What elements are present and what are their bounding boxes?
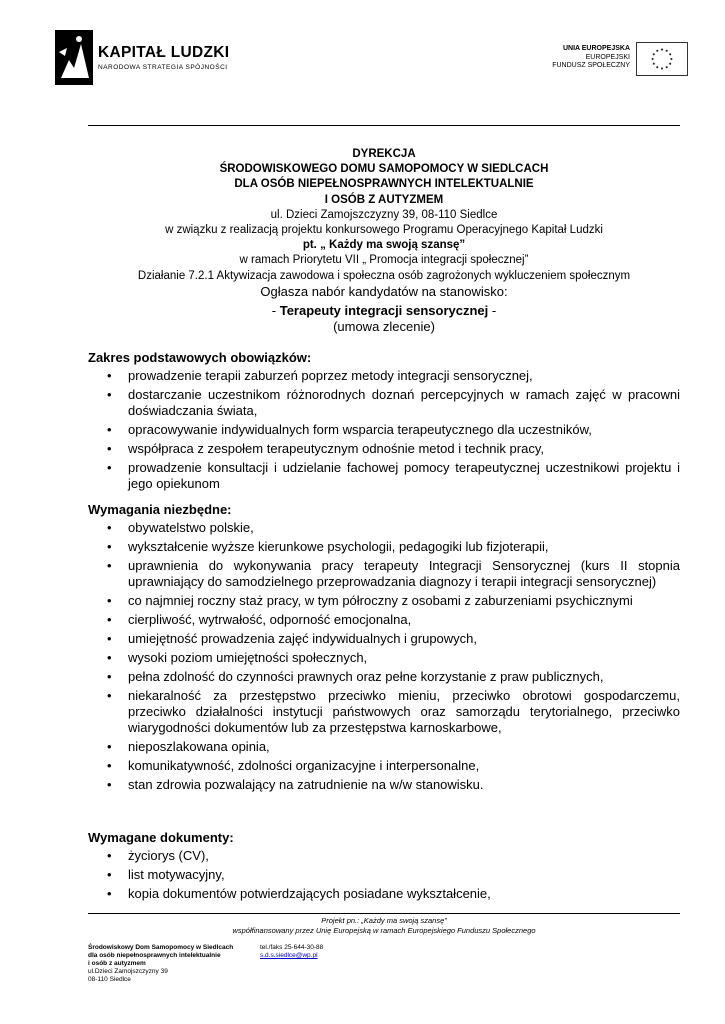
list-item-text: wysoki poziom umiejętności społecznych, xyxy=(128,650,368,665)
footer-org-line: i osób z autyzmem xyxy=(88,960,146,967)
duties-section xyxy=(88,350,680,495)
footer-phone: tel./faks 25-644-30-88 xyxy=(260,944,324,951)
list-item xyxy=(88,758,680,774)
footer-divider xyxy=(88,913,680,914)
duties-list xyxy=(88,368,680,492)
list-item-text: prowadzenie konsultacji i udzielanie fachowej pomocy terapeutycznej uczestnikowi projektu i jego opiekunom xyxy=(128,460,680,491)
list-item xyxy=(88,848,680,864)
list-item xyxy=(88,593,680,609)
list-item-text: pełna zdolność do czynności prawnych oraz pełne korzystanie z praw publicznych, xyxy=(128,669,604,684)
requirements-list xyxy=(88,520,680,793)
kapital-ludzki-emblem-icon xyxy=(55,30,93,85)
list-item xyxy=(88,867,680,883)
bullet-icon: • xyxy=(107,886,112,901)
list-item-text: umiejętność prowadzenia zajęć indywidualnych i grupowych, xyxy=(128,631,478,646)
eu-line-1: UNIA EUROPEJSKA xyxy=(562,45,630,52)
heading-line: I OSÓB Z AUTYZMEM xyxy=(324,193,444,206)
bullet-icon: • xyxy=(107,558,112,573)
footer-contact xyxy=(260,944,323,960)
list-item xyxy=(88,739,680,755)
bullet-icon: • xyxy=(107,669,112,684)
heading-action: Działanie 7.2.1 Aktywizacja zawodowa i społeczna osób zagrożonych wykluczeniem społecznym xyxy=(137,269,631,282)
heading-priority: w ramach Priorytetu VII „ Promocja integracji społecznej” xyxy=(239,254,529,267)
list-item-text: wykształcenie wyższe kierunkowe psychologii, pedagogiki lub fizjoterapii, xyxy=(128,539,549,554)
position-block xyxy=(88,303,680,335)
bullet-icon: • xyxy=(107,460,112,475)
bullet-icon: • xyxy=(107,539,112,554)
list-item xyxy=(88,558,680,590)
bullet-icon: • xyxy=(107,387,112,402)
footer-project xyxy=(88,916,680,936)
kapital-ludzki-subtitle: NARODOWA STRATEGIA SPÓJNOŚCI xyxy=(98,64,228,71)
list-item xyxy=(88,669,680,685)
kapital-ludzki-title: KAPITAŁ LUDZKI xyxy=(98,44,230,61)
list-item-text: dostarczanie uczestnikom różnorodnych doznań percepcyjnych w ramach zajęć w pracowni doświadczania świata, xyxy=(128,387,680,418)
list-item xyxy=(88,520,680,536)
list-item xyxy=(88,650,680,666)
list-item xyxy=(88,422,680,438)
heading-line: ŚRODOWISKOWEGO DOMU SAMOPOMOCY W SIEDLCACH xyxy=(219,163,549,176)
list-item xyxy=(88,631,680,647)
list-item-text: współpraca z zespołem terapeutycznym odnośnie metod i technik pracy, xyxy=(128,441,544,456)
heading-program: w związku z realizacją projektu konkursowego Programu Operacyjnego Kapitał Ludzki xyxy=(165,224,603,237)
list-item-text: komunikatywność, zdolności organizacyjne i interpersonalne, xyxy=(128,758,480,773)
kapital-ludzki-logo xyxy=(55,30,255,90)
documents-list xyxy=(88,848,680,902)
eu-line-2: EUROPEJSKI xyxy=(585,53,630,61)
position-title-line xyxy=(88,303,680,319)
footer-city: 08-110 Siedlce xyxy=(88,976,131,983)
list-item-text: uprawnienia do wykonywania pracy terapeuty Integracji Sensorycznej (kurs II stopnia uprawniający do samodzielnego przeprowadzania diagnozy i terapii integracji sensorycznej) xyxy=(128,558,680,589)
eu-line-3: FUNDUSZ SPOŁECZNY xyxy=(552,62,630,69)
list-item xyxy=(88,441,680,457)
announcement-heading xyxy=(88,147,680,300)
heading-line: DYREKCJA xyxy=(352,148,416,160)
footer-project-name: Projekt pn.: „Każdy ma swoją szansę” xyxy=(321,916,447,925)
list-item-text: list motywacyjny, xyxy=(128,867,225,882)
bullet-icon: • xyxy=(107,650,112,665)
list-item-text: życiorys (CV), xyxy=(128,848,209,863)
bullet-icon: • xyxy=(107,631,112,646)
list-item xyxy=(88,612,680,628)
bullet-icon: • xyxy=(107,758,112,773)
eu-flag-icon xyxy=(636,42,688,76)
list-item xyxy=(88,387,680,419)
footer-org-line: dla osób niepełnosprawnych intelektualnie xyxy=(88,952,221,959)
position-contract: (umowa zlecenie) xyxy=(333,319,435,334)
footer-address xyxy=(88,944,258,984)
eu-logo xyxy=(548,42,688,76)
list-item xyxy=(88,539,680,555)
list-item-text: co najmniej roczny staż pracy, w tym półroczny z osobami z zaburzeniami psychicznymi xyxy=(128,593,633,608)
requirements-title: Wymagania niezbędne: xyxy=(88,502,232,517)
bullet-icon: • xyxy=(107,441,112,456)
list-item xyxy=(88,368,680,384)
bullet-icon: • xyxy=(107,848,112,863)
bullet-icon: • xyxy=(107,867,112,882)
list-item xyxy=(88,688,680,736)
list-item-text: stan zdrowia pozwalający na zatrudnienie na w/w stanowisku. xyxy=(128,777,484,792)
list-item-text: opracowywanie indywidualnych form wsparcia terapeutycznego dla uczestników, xyxy=(128,422,592,437)
list-item xyxy=(88,777,680,793)
heading-announcement: Ogłasza nabór kandydatów na stanowisko: xyxy=(260,283,508,299)
eu-logo-text xyxy=(552,45,630,71)
footer-org-line: Środowiskowy Dom Samopomocy w Siedlcach xyxy=(88,944,234,951)
list-item-text: niekaralność za przestępstwo przeciwko mieniu, przeciwko obrotowi gospodarczemu, przeciwko działalności instytucji państwowych oraz samorządu terytorialnego, przeciwko wiarygodności dokumentów lub za przestępstwa karnoskarbowe, xyxy=(128,688,680,735)
heading-line: DLA OSÓB NIEPEŁNOSPRAWNYCH INTELEKTUALNIE xyxy=(234,178,534,191)
bullet-icon: • xyxy=(107,422,112,437)
bullet-icon: • xyxy=(107,688,112,703)
footer-cofinanced: współfinansowany przez Unię Europejską w ramach Europejskiego Funduszu Społecznego xyxy=(232,926,536,935)
bullet-icon: • xyxy=(107,739,112,754)
bullet-icon: • xyxy=(107,612,112,627)
bullet-icon: • xyxy=(107,368,112,383)
header-divider xyxy=(88,125,680,126)
duties-title: Zakres podstawowych obowiązków: xyxy=(88,350,312,365)
bullet-icon: • xyxy=(107,593,112,608)
position-suffix: - xyxy=(488,303,497,318)
list-item-text: obywatelstwo polskie, xyxy=(128,520,254,535)
heading-address: ul. Dzieci Zamojszczyzny 39, 08-110 Siedlce xyxy=(270,208,498,221)
position-prefix: - xyxy=(271,303,280,318)
list-item xyxy=(88,886,680,902)
bullet-icon: • xyxy=(107,520,112,535)
list-item-text: kopia dokumentów potwierdzających posiadane wykształcenie, xyxy=(128,886,491,901)
position-title: Terapeuty integracji sensorycznej xyxy=(279,303,489,318)
list-item-text: cierpliwość, wytrwałość, odporność emocjonalna, xyxy=(128,612,412,627)
documents-section xyxy=(88,830,680,905)
list-item xyxy=(88,460,680,492)
documents-title: Wymagane dokumenty: xyxy=(88,830,234,845)
footer-street: ul.Dzieci Zamojszczyzny 39 xyxy=(88,968,168,975)
requirements-section xyxy=(88,502,680,796)
bullet-icon: • xyxy=(107,777,112,792)
footer-email-link[interactable]: s.d.s.siedlce@wp.pl xyxy=(260,952,318,959)
list-item-text: nieposzlakowana opinia, xyxy=(128,739,270,754)
heading-project-title: pt. „ Każdy ma swoją szansę” xyxy=(302,239,466,252)
list-item-text: prowadzenie terapii zaburzeń poprzez metody integracji sensorycznej, xyxy=(128,368,533,383)
